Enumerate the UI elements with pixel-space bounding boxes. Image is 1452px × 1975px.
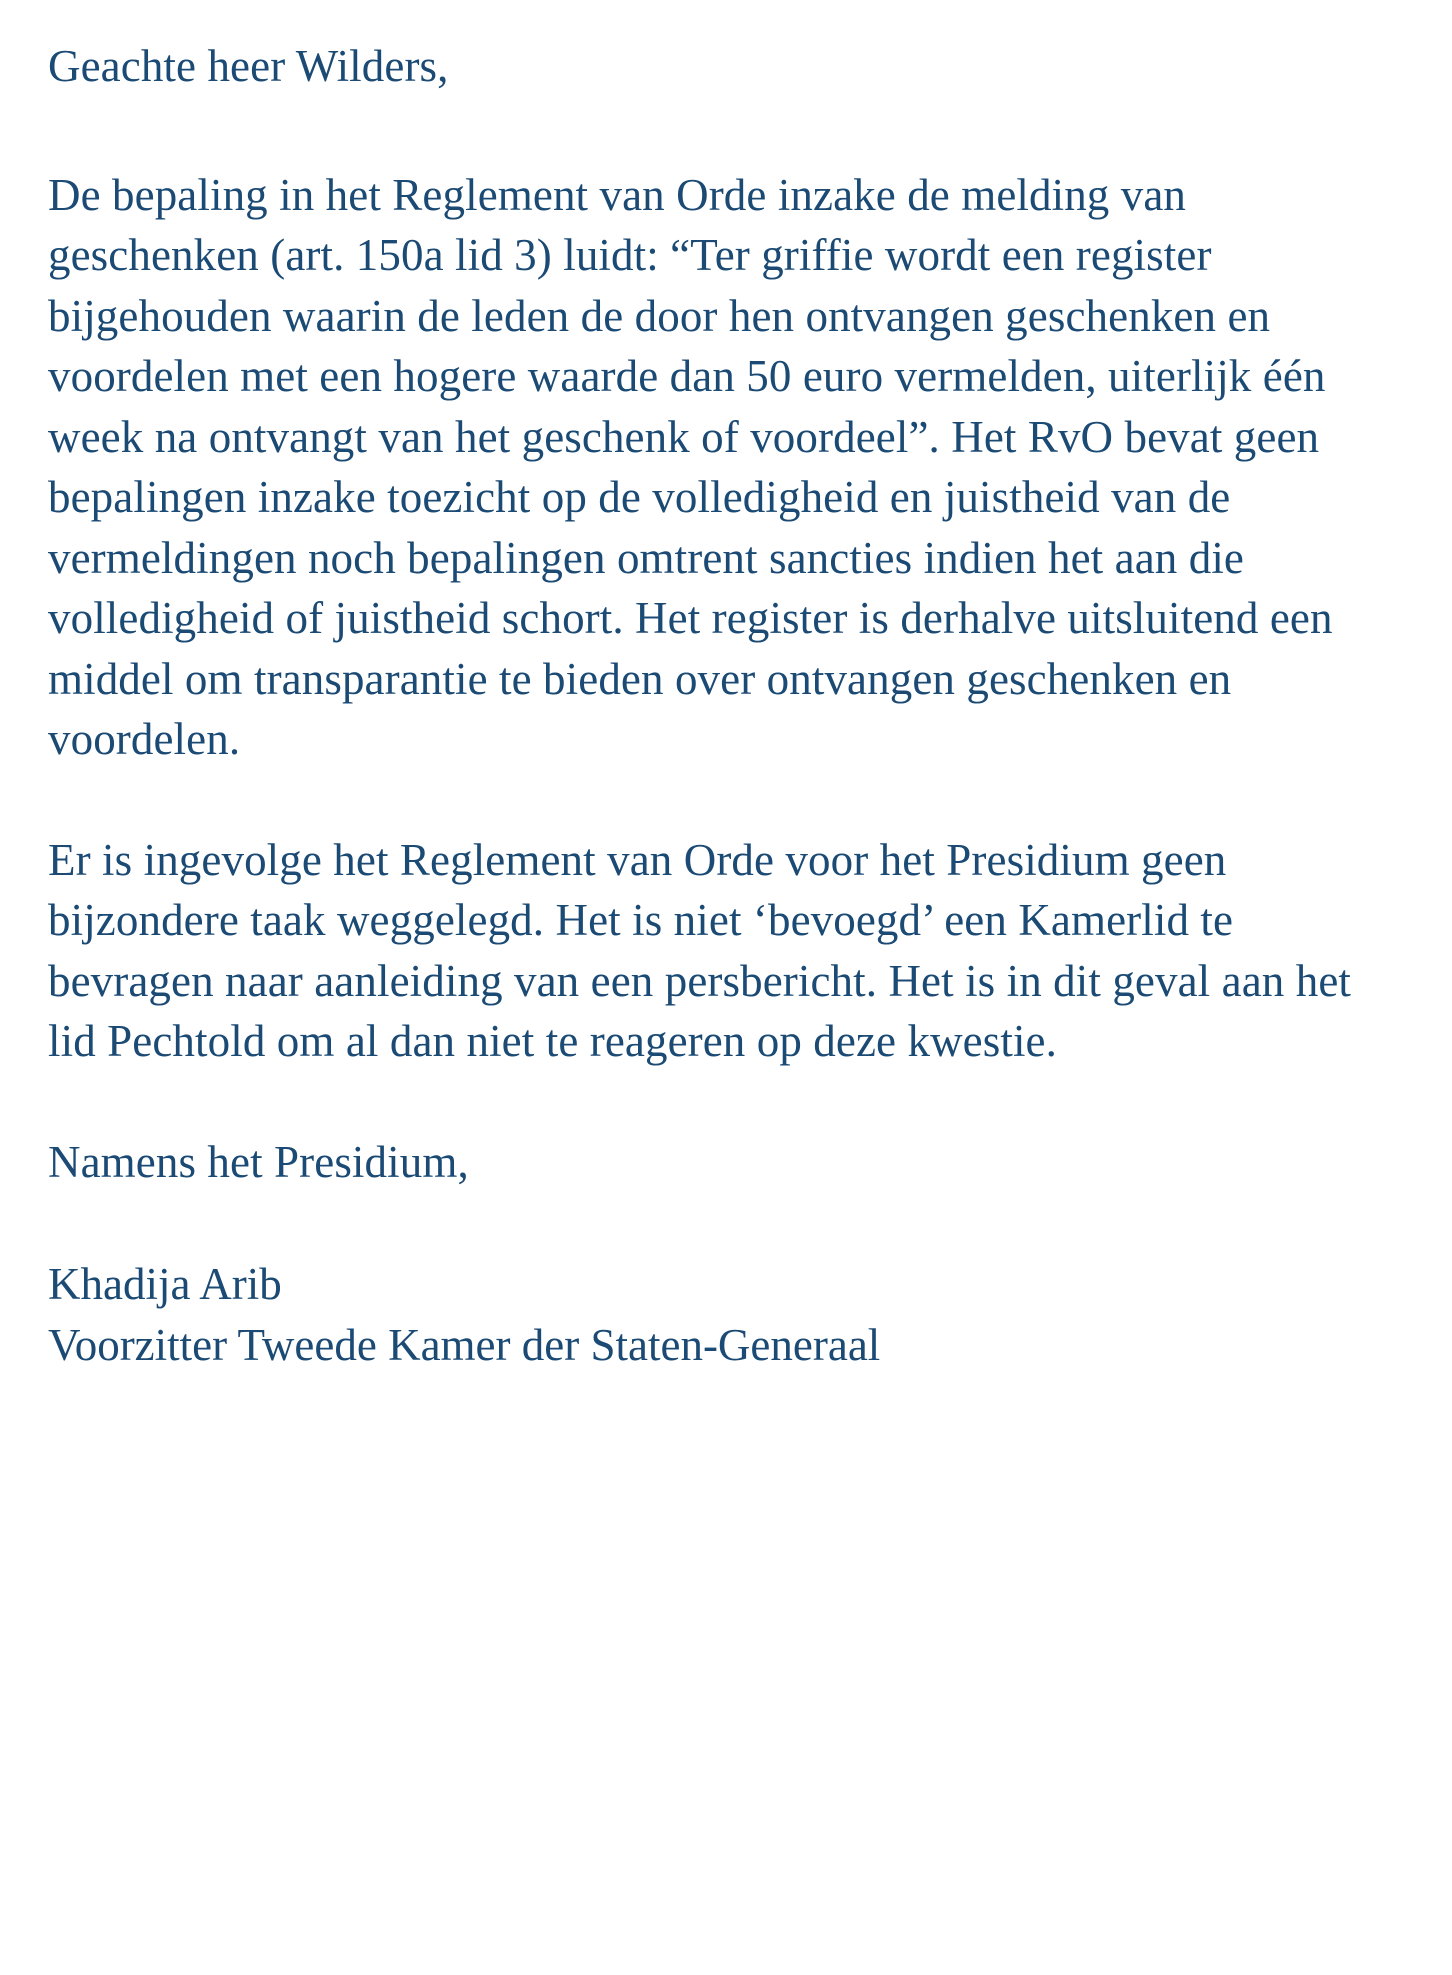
letter-salutation: Geachte heer Wilders, (48, 41, 449, 91)
letter-paragraph-1: De bepaling in het Reglement van Orde inzake de melding van geschenken (art. 150a lid 3) luidt: “Ter griffie wordt een register bijgehouden waarin de leden de door hen ontvangen geschenken en voordelen met een hogere waarde dan 50 euro vermelden, uiterlijk één week na ontvangt van het geschenk of voordeel”. Het RvO bevat geen bepalingen inzake toezicht op de volledigheid en juistheid van de vermeldingen noch bepalingen omtrent sancties indien het aan die volledigheid of juistheid schort. Het register is derhalve uitsluitend een middel om transparantie te bieden over ontvangen geschenken en voordelen. (48, 169, 1333, 765)
letter-signature-block (48, 1254, 1392, 1375)
signatory-name: Khadija Arib (48, 1259, 282, 1310)
letter-paragraph-2: Er is ingevolge het Reglement van Orde voor het Presidium geen bijzondere taak weggelegd. Het is niet ‘bevoegd’ een Kamerlid te bevragen naar aanleiding van een persbericht. Het is in dit geval aan het lid Pechtold om al dan niet te reageren op deze kwestie. (48, 834, 1352, 1067)
letter-closing: Namens het Presidium, (48, 1136, 469, 1187)
signatory-title: Voorzitter Tweede Kamer der Staten-Generaal (48, 1319, 881, 1370)
